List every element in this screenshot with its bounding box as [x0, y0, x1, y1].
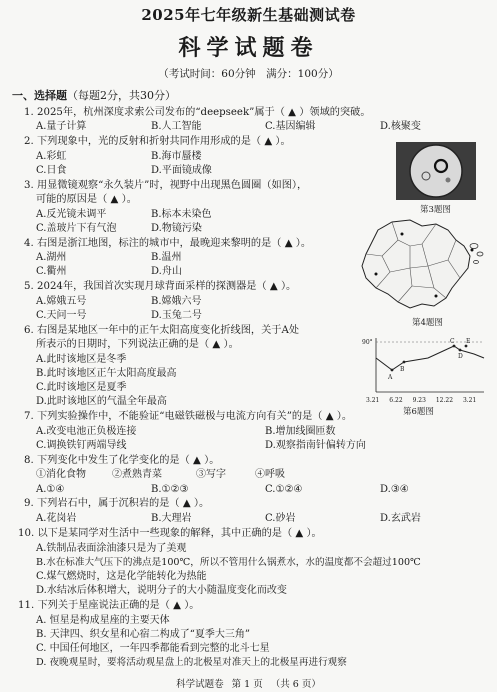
q6-option-a[interactable]: A.此时该地区是冬季	[36, 354, 127, 365]
fig6-ylabel: 90°	[362, 339, 373, 346]
q9-option-c[interactable]: C.砂岩	[265, 513, 296, 524]
q2-option-a[interactable]: A.彩虹	[36, 151, 67, 162]
q9-option-b[interactable]: B.大理岩	[151, 513, 192, 524]
q2-option-b[interactable]: B.海市蜃楼	[151, 151, 202, 162]
q3-option-d[interactable]: D.物镜污染	[151, 223, 202, 234]
fig6-caption: 第6题图	[403, 407, 434, 417]
q6-option-d[interactable]: D.此时该地区的气温全年最高	[36, 396, 167, 407]
q10-option-d[interactable]: D.水结冰后体积增大，说明分子的大小随温度变化而改变	[36, 585, 287, 596]
footer-total: （共 6 页）	[270, 679, 321, 690]
sun-altitude-chart	[362, 334, 488, 400]
q1-option-a[interactable]: A.量子计算	[36, 121, 87, 132]
sun-altitude-figure	[362, 334, 488, 400]
point-e	[465, 345, 468, 348]
question-11: 11. 下列关于星座说法正确的是（ ▲ ）。	[18, 600, 200, 611]
point-a	[391, 369, 394, 372]
question-3: 3. 用显微镜观察“永久装片”时，视野中出现黑色圆圈（如图），	[24, 180, 308, 191]
q11-option-d[interactable]: D. 夜晚观星时，要将活动观星盘上的北极星对准天上的北极星再进行观察	[36, 657, 347, 668]
q10-option-b[interactable]: B.水在标准大气压下的沸点是100℃，所以不管用什么锅煮水，水的温度都不会超过100℃	[36, 557, 421, 568]
q9-option-d[interactable]: D.玄武岩	[380, 513, 421, 524]
fig6-label-c: C	[450, 338, 455, 345]
q4-option-a[interactable]: A.湖州	[36, 252, 67, 263]
q3-option-b[interactable]: B.标本未染色	[151, 209, 212, 220]
fig6-label-a: A	[388, 374, 393, 381]
q7-option-d[interactable]: D.观察指南针偏转方向	[265, 440, 366, 451]
q11-option-a[interactable]: A. 恒星是构成星座的主要天体	[36, 615, 170, 626]
microscope-view-image	[396, 142, 476, 200]
q4-option-b[interactable]: B.温州	[151, 252, 182, 263]
q9-option-a[interactable]: A.花岗岩	[36, 513, 77, 524]
q1-option-c[interactable]: C.基因编辑	[265, 121, 316, 132]
q8-item-2: ②煮熟青菜	[112, 469, 162, 480]
q1-option-d[interactable]: D.核聚变	[380, 121, 421, 132]
question-7: 7. 下列实验操作中，不能验证“电磁铁磁极与电流方向有关”的是（ ▲ ）。	[24, 411, 353, 422]
fig6-label-e: E	[466, 338, 471, 345]
q3-option-c[interactable]: C.盖玻片下有气泡	[36, 223, 117, 234]
question-4: 4. 右图是浙江地图，标注的城市中，最晚迎来黎明的是（ ▲ ）。	[24, 238, 312, 249]
question-1: 1. 2025年，杭州深度求索公司发布的“deepseek”属于（ ▲ ）领域的突破。	[24, 107, 371, 118]
q5-option-b[interactable]: B.嫦娥六号	[151, 296, 202, 307]
exam-info: （考试时间：60分钟 满分：100分）	[158, 68, 339, 80]
page-footer	[0, 676, 497, 690]
q3-option-a[interactable]: A.反光镜未调平	[36, 209, 107, 220]
exam-title: 2025年七年级新生基础测试卷	[141, 6, 356, 24]
q1-option-b[interactable]: B.人工智能	[151, 121, 202, 132]
q8-item-3: ③写字	[196, 469, 226, 480]
q11-option-c[interactable]: C. 中国任何地区，一年四季都能看到完整的北斗七星	[36, 643, 270, 654]
fig3-caption: 第3题图	[420, 205, 451, 215]
q10-option-a[interactable]: A.铁制品表面涂油漆只是为了美观	[36, 543, 187, 554]
q8-option-b[interactable]: B.①②③	[151, 484, 189, 495]
microscope-figure	[396, 142, 476, 200]
q7-option-c[interactable]: C.调换铁钉两端导线	[36, 440, 127, 451]
footer-page: 第 1 页	[231, 679, 263, 690]
zhejiang-map-image	[352, 216, 488, 312]
footer-subject: 科学试题卷	[176, 679, 224, 690]
fig4-caption: 第4题图	[412, 318, 443, 328]
section-heading	[12, 87, 176, 103]
q10-option-c[interactable]: C.煤气燃烧时，这是化学能转化为热能	[36, 571, 207, 582]
question-6-cont: 所表示的日期时，下列说法正确的是（ ▲ ）。	[36, 339, 239, 350]
point-d	[459, 349, 462, 352]
q8-option-d[interactable]: D.③④	[380, 484, 409, 495]
question-10: 10. 以下是某同学对生活中一些现象的解释，其中正确的是（ ▲ ）。	[18, 528, 322, 539]
q5-option-c[interactable]: C.天问一号	[36, 310, 87, 321]
q5-option-d[interactable]: D.玉兔二号	[151, 310, 202, 321]
q8-item-4: ④呼吸	[255, 469, 285, 480]
question-5: 5. 2024年，我国首次实现月球背面采样的探测器是（ ▲ ）。	[24, 281, 297, 292]
point-b	[403, 361, 406, 364]
q2-option-c[interactable]: C.日食	[36, 165, 67, 176]
altitude-line	[376, 346, 484, 370]
q6-option-c[interactable]: C.此时该地区是夏季	[36, 382, 127, 393]
section-label: 一、选择题	[12, 89, 67, 102]
fig6-label-d: D	[458, 353, 463, 360]
question-2: 2. 下列现象中，光的反射和折射共同作用形成的是（ ▲ ）。	[24, 136, 291, 147]
q4-option-d[interactable]: D.舟山	[151, 266, 182, 277]
point-c	[453, 345, 456, 348]
fig6-label-b: B	[400, 366, 405, 373]
q8-option-a[interactable]: A.①④	[36, 484, 65, 495]
question-6: 6. 右图是某地区一年中的正午太阳高度变化折线图，关于A处	[24, 325, 300, 336]
q6-option-b[interactable]: B.此时该地区正午太阳高度最高	[36, 368, 177, 379]
q8-item-1: ①消化食物	[36, 469, 86, 480]
question-8: 8. 下列变化中发生了化学变化的是（ ▲ ）。	[24, 455, 220, 466]
q7-option-a[interactable]: A.改变电池正负极连接	[36, 426, 137, 437]
q7-option-b[interactable]: B.增加线圈匝数	[265, 426, 336, 437]
q8-option-c[interactable]: C.①②④	[265, 484, 303, 495]
q5-option-a[interactable]: A.嫦娥五号	[36, 296, 87, 307]
zhejiang-map-figure	[352, 216, 488, 312]
exam-subject: 科学试题卷	[178, 35, 319, 61]
section-note: （每题2分，共30分）	[67, 89, 176, 102]
q2-option-d[interactable]: D.平面镜成像	[151, 165, 212, 176]
fig6-xticks: 3.21 6.22 9.23 12.22 3.21	[366, 397, 477, 404]
question-9: 9. 下列岩石中，属于沉积岩的是（ ▲ ）。	[24, 498, 210, 509]
q4-option-c[interactable]: C.衢州	[36, 266, 67, 277]
q11-option-b[interactable]: B. 天津四、织女星和心宿二构成了“夏季大三角”	[36, 629, 250, 640]
question-3-cont: 可能的原因是（ ▲ ）。	[36, 194, 137, 205]
